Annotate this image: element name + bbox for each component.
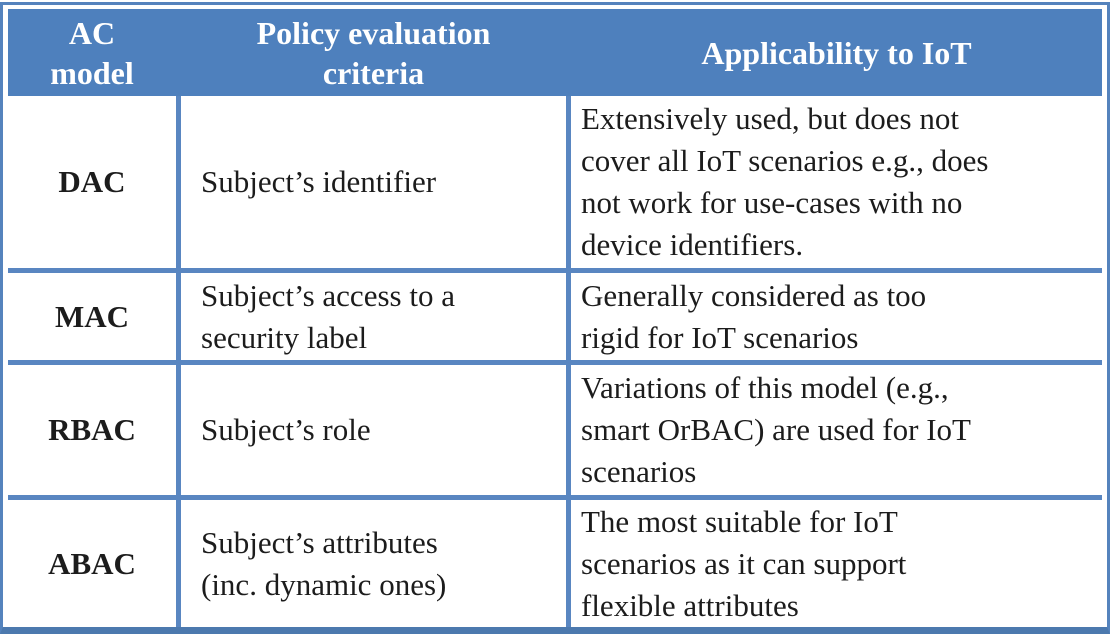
- model-cell-abac: [8, 500, 176, 627]
- applicability-text: not work for use-cases with no: [581, 185, 963, 220]
- applicability-cell-abac: [571, 500, 1102, 627]
- applicability-text: flexible attributes: [581, 587, 799, 623]
- model-label: ABAC: [48, 545, 136, 581]
- header-text: Policy evaluation: [256, 14, 491, 51]
- applicability-cell-mac: [571, 273, 1102, 360]
- header-applicability-to-iot: [571, 9, 1102, 96]
- criteria-text: Subject’s access to a: [201, 277, 455, 313]
- ac-models-table: [0, 2, 1110, 634]
- table-header-row: [8, 9, 1102, 96]
- applicability-text: The most suitable for IoT: [581, 503, 898, 539]
- criteria-text: security label: [201, 319, 368, 355]
- model-label: RBAC: [48, 412, 136, 447]
- applicability-text: scenarios: [581, 454, 697, 489]
- model-cell-dac: [8, 96, 176, 268]
- criteria-text: Subject’s identifier: [201, 164, 437, 199]
- header-text: AC: [68, 14, 116, 51]
- criteria-cell-dac: [181, 96, 566, 268]
- header-text: criteria: [322, 54, 425, 91]
- applicability-text: Generally considered as too: [581, 277, 927, 313]
- applicability-text: Extensively used, but does not: [581, 101, 959, 136]
- criteria-cell-mac: [181, 273, 566, 360]
- applicability-text: scenarios as it can support: [581, 545, 907, 581]
- criteria-cell-rbac: [181, 365, 566, 495]
- model-label: MAC: [54, 298, 130, 334]
- header-text: model: [50, 54, 134, 91]
- criteria-text: Subject’s attributes: [201, 524, 438, 560]
- criteria-text: Subject’s role: [201, 412, 371, 447]
- model-cell-mac: [8, 273, 176, 360]
- applicability-cell-rbac: [571, 365, 1102, 495]
- applicability-cell-dac: [571, 96, 1102, 268]
- model-cell-rbac: [8, 365, 176, 495]
- applicability-text: cover all IoT scenarios e.g., does: [581, 143, 989, 178]
- table-body: [8, 96, 1102, 627]
- applicability-text: device identifiers.: [581, 227, 804, 262]
- criteria-text: (inc. dynamic ones): [201, 566, 447, 602]
- header-policy-evaluation-criteria: [181, 9, 566, 96]
- header-text: Applicability to IoT: [701, 34, 972, 71]
- applicability-text: smart OrBAC) are used for IoT: [581, 412, 971, 447]
- criteria-cell-abac: [181, 500, 566, 627]
- applicability-text: rigid for IoT scenarios: [581, 319, 859, 355]
- header-ac-model: [8, 9, 176, 96]
- model-label: DAC: [58, 164, 126, 199]
- applicability-text: Variations of this model (e.g.,: [581, 370, 949, 405]
